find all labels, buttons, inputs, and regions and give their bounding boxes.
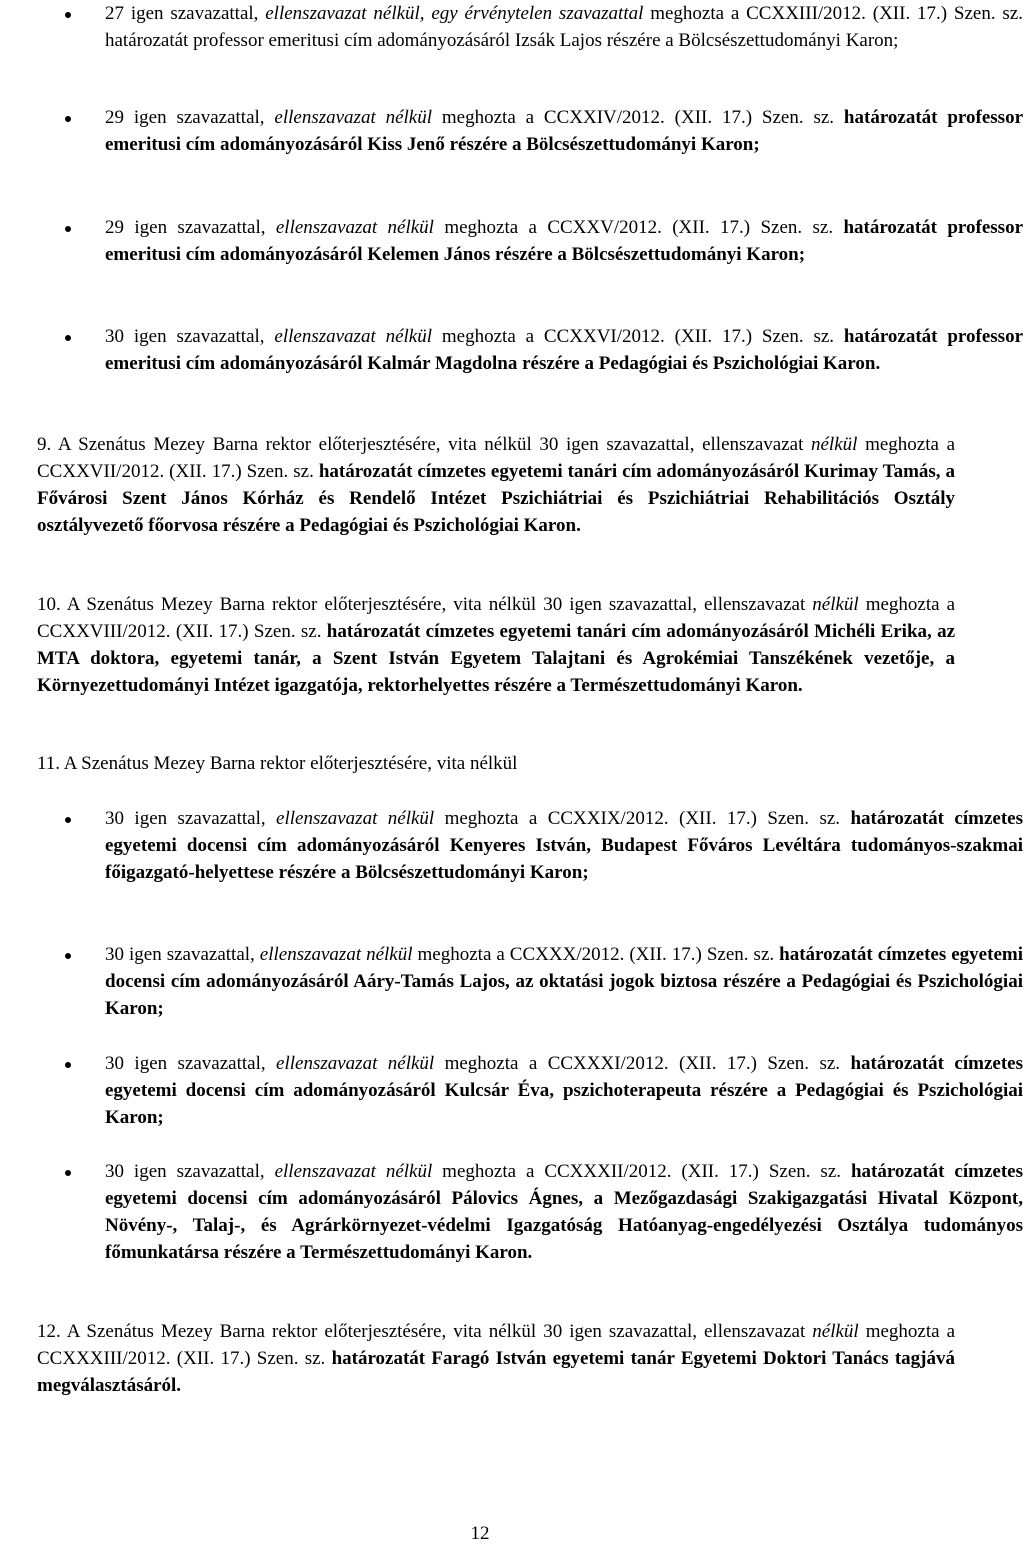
numbered-item: [37, 750, 955, 777]
item-text: meghozta a CCXXXII/2012. (XII. 17.) Szen. sz.: [432, 1161, 851, 1182]
item-text: 30 igen szavazattal,: [105, 944, 260, 965]
bullet-icon: [65, 116, 71, 122]
item-italic: ellenszavazat nélkül: [274, 107, 433, 128]
item-italic: ellenszavazat nélkül: [276, 1053, 435, 1074]
list-item: [37, 323, 1023, 377]
item-text: meghozta a CCXXXI/2012. (XII. 17.) Szen. sz.: [434, 1053, 851, 1074]
bullet-icon: [65, 953, 71, 959]
item-italic: ellenszavazat nélkül: [275, 217, 434, 238]
bullet-icon: [65, 1170, 71, 1176]
item-bold: határozatát címzetes egyetemi docensi cím adományozásáról Kulcsár Éva, pszichoterapeuta részére a Pedagógiai és Pszichológiai Karon;: [105, 1053, 1023, 1128]
item-text: határozatát professor emeritusi cím adományozásáról Izsák Lajos részére a Bölcsészettudományi Karon;: [105, 30, 899, 51]
item-text: 30 igen szavazattal,: [105, 808, 277, 829]
item-bold: határozatát professor emeritusi cím adományozásáról Kiss Jenő részére a Bölcsészettudományi Karon;: [105, 107, 1023, 155]
bullet-icon: [65, 817, 71, 823]
item-text: meghozta a CCXXX/2012. (XII. 17.) Szen. sz.: [412, 944, 780, 965]
item-text: 29 igen szavazattal,: [105, 217, 276, 238]
item-text: 30 igen szavazattal,: [105, 326, 275, 347]
item-text: A Szenátus Mezey Barna rektor előterjesztésére, vita nélkül 30 igen szavazattal, ellenszavazat: [60, 1321, 813, 1342]
item-italic: ellenszavazat nélkül: [274, 1161, 433, 1182]
item-bold: határozatát Faragó István egyetemi tanár Egyetemi Doktori Tanács tagjává megválasztásáról.: [37, 1348, 955, 1396]
item-bold: határozatát címzetes egyetemi tanári cím adományozásáról Michéli Erika, az MTA doktora, egyetemi tanár, a Szent István Egyetem Talajtani és Agrokémiai Tanszékének vezetője, a Környezettudományi Intézet igazgatója, rektorhelyettes részére a Természettudományi Karon.: [37, 621, 955, 696]
item-text: meghozta a CCXXV/2012. (XII. 17.) Szen. sz.: [433, 217, 844, 238]
item-text: meghozta a CCXXVIII/2012. (XII. 17.) Szen. sz.: [37, 594, 955, 642]
item-text: meghozta a CCXXVI/2012. (XII. 17.) Szen. sz.: [432, 326, 844, 347]
item-number: 10.: [37, 594, 61, 615]
list-item: [37, 1158, 1023, 1266]
list-item: [37, 941, 1023, 1022]
item-text: 27 igen szavazattal,: [105, 3, 266, 24]
item-text: meghozta a CCXXIII/2012. (XII. 17.) Szen. sz.: [643, 3, 1023, 24]
numbered-item: [37, 591, 955, 699]
bullet-icon: [65, 226, 71, 232]
list-item: [37, 1050, 1023, 1131]
item-text: A Szenátus Mezey Barna rektor előterjesztésére, vita nélkül: [60, 753, 518, 774]
item-text: 30 igen szavazattal,: [105, 1161, 275, 1182]
list-item: [37, 104, 1023, 158]
numbered-item: [37, 431, 955, 539]
item-number: 11.: [37, 753, 61, 774]
item-text: 29 igen szavazattal,: [105, 107, 275, 128]
item-number: 12.: [37, 1321, 61, 1342]
bullet-icon: [65, 335, 71, 341]
item-text: meghozta a CCXXIV/2012. (XII. 17.) Szen. sz.: [432, 107, 844, 128]
numbered-item: [37, 1318, 955, 1399]
item-bold: határozatát címzetes egyetemi tanári cím adományozásáról Kurimay Tamás, a Fővárosi Szent János Kórház és Rendelő Intézet Pszichiátriai és Pszichiátriai Rehabilitációs Osztály osztályvezető főorvosa részére a Pedagógiai és Pszichológiai Karon.: [37, 461, 956, 536]
item-text: meghozta a CCXXXIII/2012. (XII. 17.) Szen. sz.: [37, 1321, 955, 1369]
item-bold: határozatát professor emeritusi cím adományozásáról Kalmár Magdolna részére a Pedagógiai és Pszichológiai Karon.: [105, 326, 1023, 374]
item-text: 30 igen szavazattal,: [105, 1053, 277, 1074]
item-bold: határozatát címzetes egyetemi docensi cím adományozásáról Kenyeres István, Budapest Főváros Levéltára tudományos-szakmai főigazgató-helyettese részére a Bölcsészettudományi Karon;: [105, 808, 1023, 883]
item-italic: ellenszavazat nélkül: [259, 944, 413, 965]
item-italic: nélkül: [812, 1321, 859, 1342]
page-number: 12: [470, 1523, 490, 1544]
item-italic: nélkül: [811, 434, 858, 455]
item-italic: nélkül: [812, 594, 859, 615]
item-text: meghozta a CCXXVII/2012. (XII. 17.) Szen. sz.: [37, 434, 956, 482]
item-text: A Szenátus Mezey Barna rektor előterjesztésére, vita nélkül 30 igen szavazattal, ellenszavazat: [51, 434, 811, 455]
item-italic: ellenszavazat nélkül: [276, 808, 435, 829]
item-number: 9.: [37, 434, 52, 455]
item-bold: határozatát címzetes egyetemi docensi cím adományozásáról Pálovics Ágnes, a Mezőgazdasági Szakigazgatási Hivatal Központ, Növény-, Talaj-, és Agrárkörnyezet-védelmi Igazgatóság Hatóanyag-engedélyezési Osztálya tudományos főmunkatársa részére a Természettudományi Karon.: [105, 1161, 1023, 1263]
bullet-icon: [65, 1062, 71, 1068]
list-item: [37, 805, 1023, 886]
bullet-icon: [65, 12, 71, 18]
item-bold: határozatát professor emeritusi cím adományozásáról Kelemen János részére a Bölcsészettudományi Karon;: [105, 217, 1023, 265]
list-item: [37, 214, 1023, 268]
item-italic: ellenszavazat nélkül, egy érvénytelen szavazattal: [265, 3, 644, 24]
item-italic: ellenszavazat nélkül: [274, 326, 433, 347]
item-text: meghozta a CCXXIX/2012. (XII. 17.) Szen. sz.: [434, 808, 851, 829]
list-item: [37, 0, 1023, 54]
item-bold: határozatát címzetes egyetemi docensi cím adományozásáról Aáry-Tamás Lajos, az oktatási jogok biztosa részére a Pedagógiai és Pszichológiai Karon;: [105, 944, 1023, 1019]
item-text: A Szenátus Mezey Barna rektor előterjesztésére, vita nélkül 30 igen szavazattal, ellenszavazat: [60, 594, 813, 615]
